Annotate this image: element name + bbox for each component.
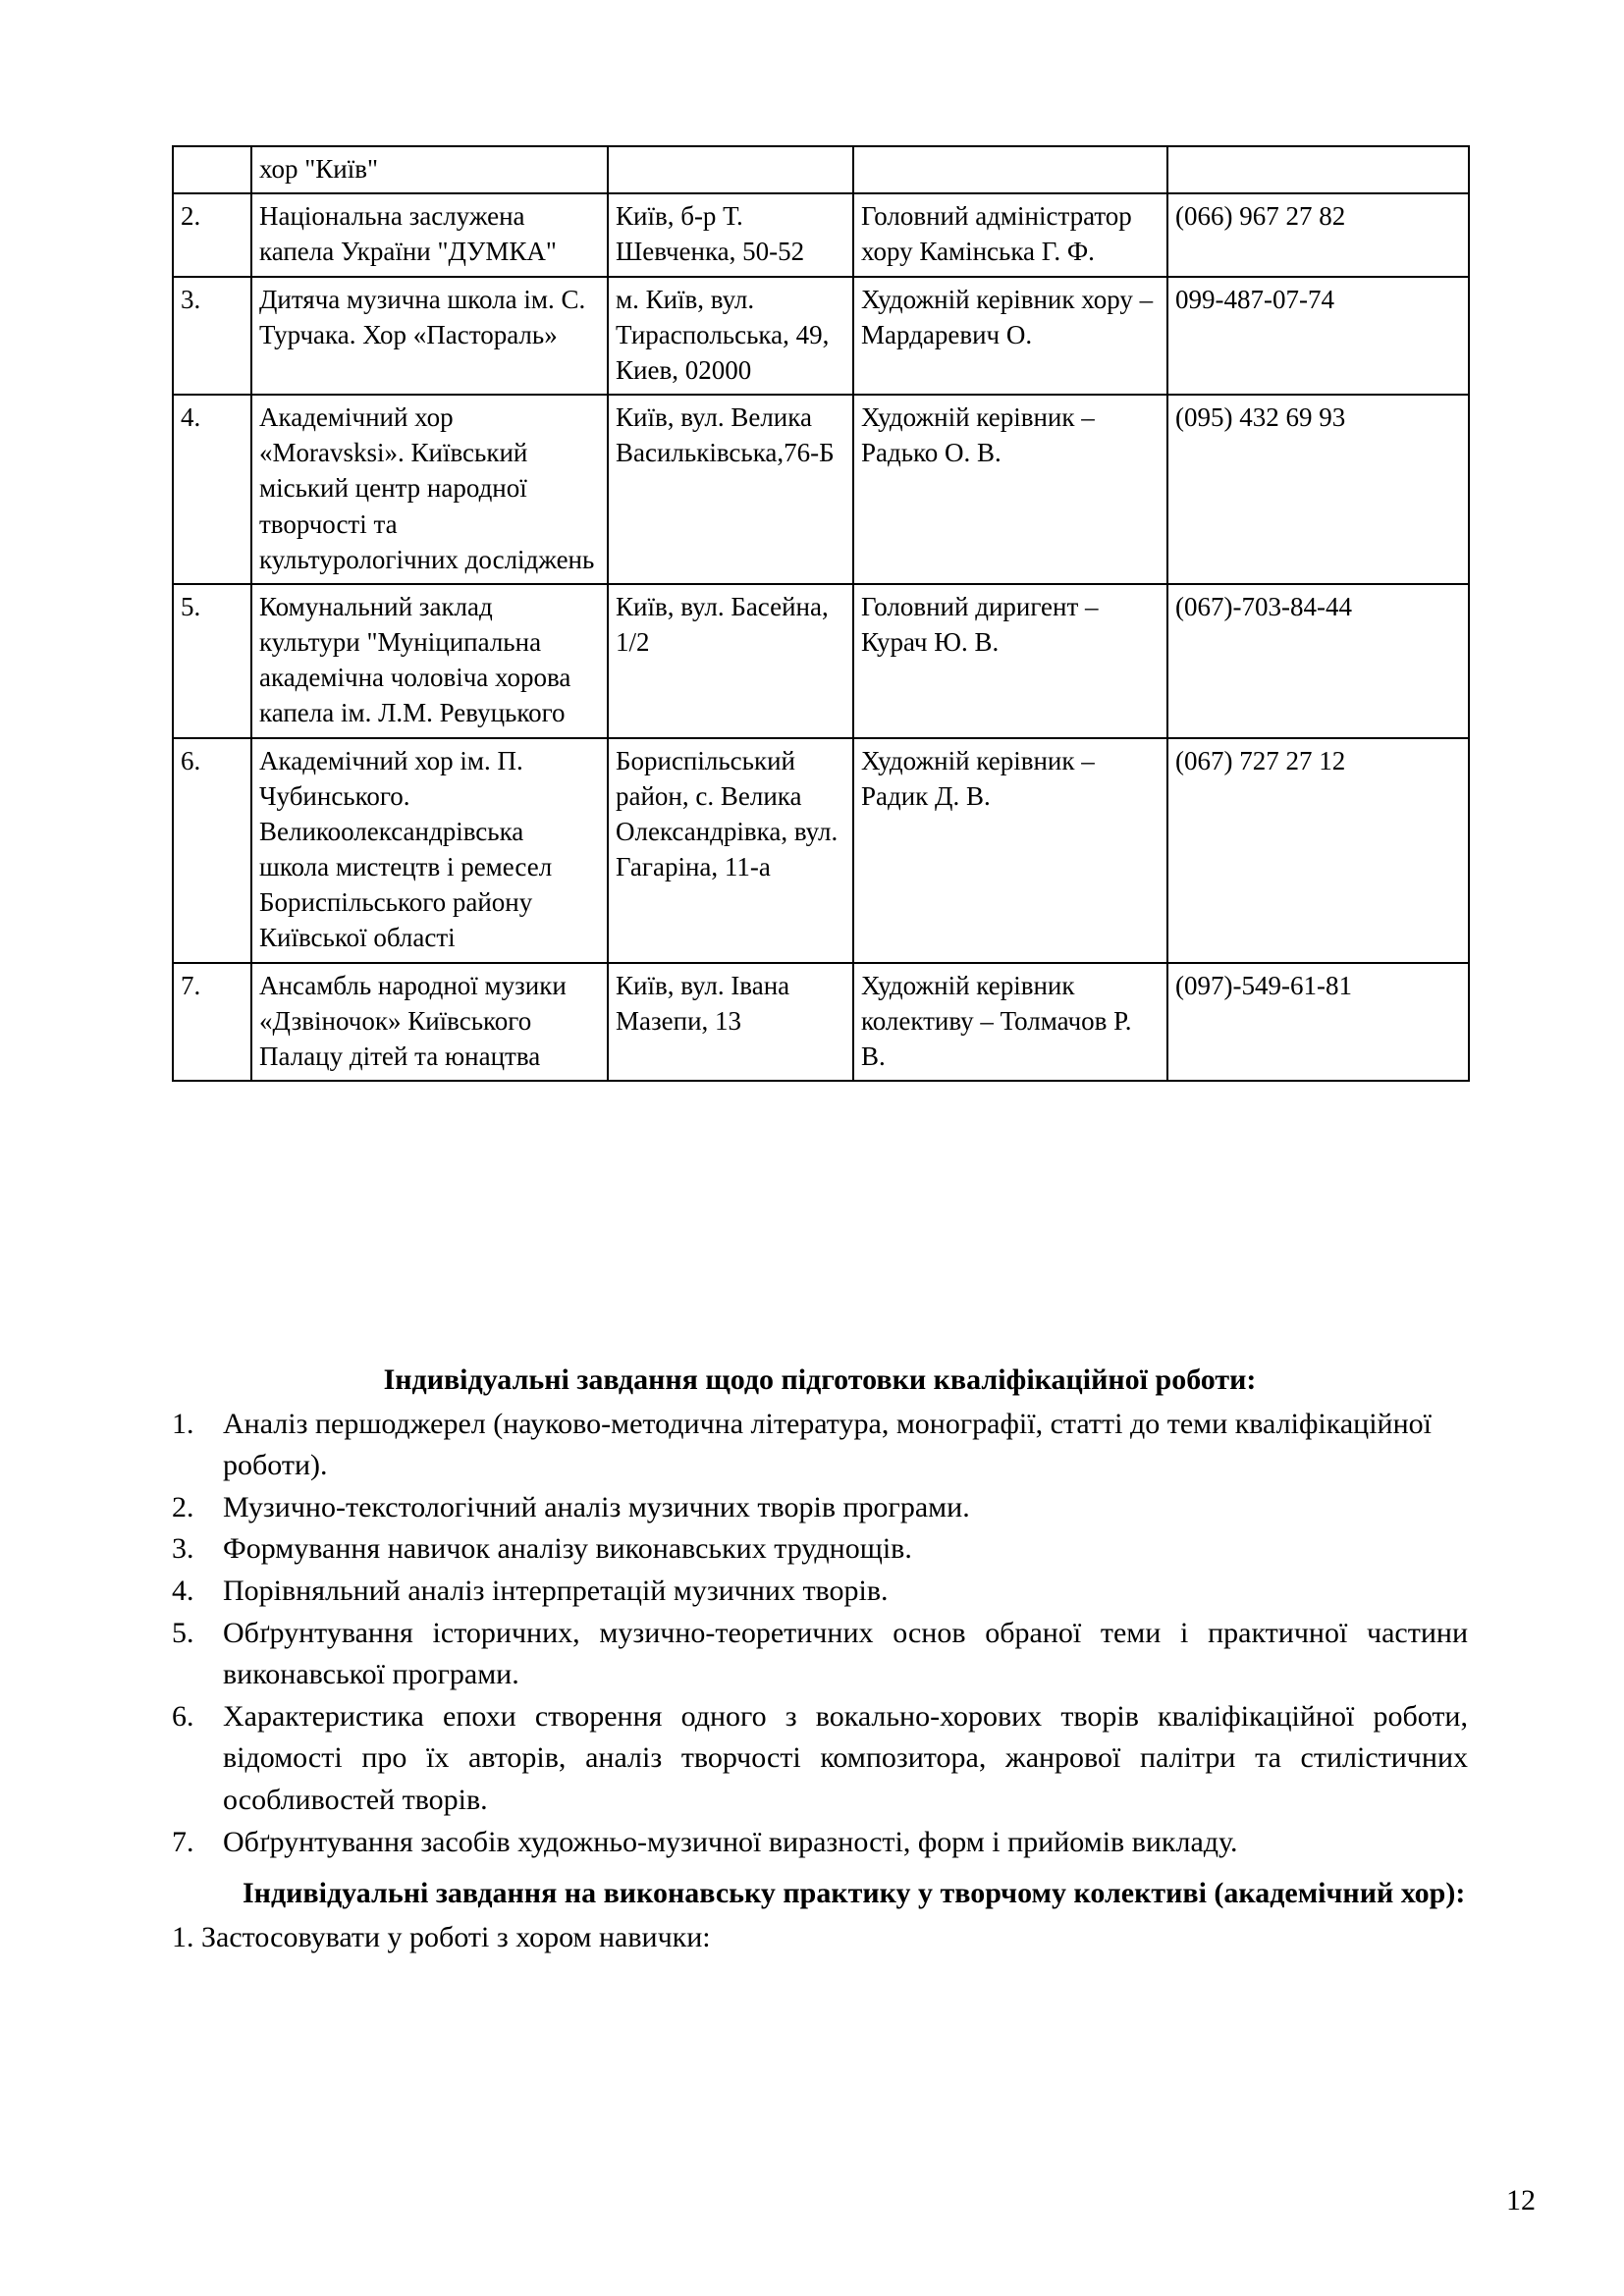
list-marker: 2. [172,1490,194,1523]
list-marker: 1. [172,1407,194,1440]
list-item-text: Обґрунтування історичних, музично-теоретичних основ обраної теми і практичної частини виконавської програми. [223,1616,1468,1691]
list-marker: 1. [172,1920,194,1953]
table-row [173,146,1469,193]
cell-leader: Художній керівник – Радик Д. В. [853,738,1167,963]
list-item-text: Музично-текстологічний аналіз музичних творів програми. [223,1490,970,1523]
cell-name: Ансамбль народної музики «Дзвіночок» Київського Палацу дітей та юнацтва [251,963,608,1082]
list-item-text: Застосовувати у роботі з хором навички: [201,1920,711,1953]
list-marker: 7. [172,1825,194,1858]
list-item-text: Аналіз першоджерел (науково-методична література, монографії, статті до теми кваліфікаційної роботи). [223,1407,1432,1482]
list-item [172,1696,1468,1822]
list-item [172,1487,1468,1529]
cell-phone [1167,146,1469,193]
section-two-heading-text: Індивідуальні завдання на виконавську практику у творчому колективі (академічний хор): [243,1877,1466,1910]
cell-number: 2. [173,193,251,276]
document-body [172,1360,1468,1988]
section-two-heading [172,1873,1468,1915]
cell-phone: 099-487-07-74 [1167,277,1469,396]
list-item-text: Порівняльний аналіз інтерпретацій музичних творів. [223,1574,889,1607]
cell-name: Академічний хор ім. П. Чубинського. Великоолександрівська школа мистецтв і ремесел Бориспільського району Київської області [251,738,608,963]
cell-leader: Головний диригент – Курач Ю. В. [853,584,1167,738]
cell-phone: (095) 432 69 93 [1167,395,1469,584]
cell-number [173,146,251,193]
table-row [173,584,1469,738]
list-item [172,1404,1468,1487]
cell-number: 6. [173,738,251,963]
table-row [173,277,1469,396]
cell-phone: (097)-549-61-81 [1167,963,1469,1082]
cell-phone: (066) 967 27 82 [1167,193,1469,276]
list-marker: 4. [172,1574,194,1607]
list-item [172,1613,1468,1696]
cell-address [608,146,853,193]
cell-phone: (067) 727 27 12 [1167,738,1469,963]
section-one-list [172,1404,1468,1864]
contacts-table-container [172,145,1468,1082]
list-item-text: Формування навичок аналізу виконавських труднощів. [223,1532,912,1566]
list-marker: 3. [172,1532,194,1566]
cell-phone: (067)-703-84-44 [1167,584,1469,738]
list-marker: 6. [172,1699,194,1733]
cell-address: Бориспільський район, с. Велика Олександрівка, вул. Гагаріна, 11-а [608,738,853,963]
cell-name: Академічний хор «Moravsksi». Київський міський центр народної творчості та культурологічних досліджень [251,395,608,584]
list-item [172,1822,1468,1864]
table-row [173,738,1469,963]
cell-leader: Художній керівник колективу – Толмачов Р. В. [853,963,1167,1082]
cell-name: хор "Київ" [251,146,608,193]
cell-name: Національна заслужена капела України "ДУМКА" [251,193,608,276]
table-row [173,395,1469,584]
section-two-item-1 [172,1917,1468,1959]
cell-leader: Художній керівник – Радько О. В. [853,395,1167,584]
cell-name: Комунальний заклад культури "Муніципальна академічна чоловіча хорова капела ім. Л.М. Ревуцького [251,584,608,738]
cell-address: Київ, вул. Івана Мазепи, 13 [608,963,853,1082]
table-row [173,963,1469,1082]
cell-name: Дитяча музична школа ім. С. Турчака. Хор «Пастораль» [251,277,608,396]
section-one-heading: Індивідуальні завдання щодо підготовки кваліфікаційної роботи: [383,1363,1257,1396]
cell-leader [853,146,1167,193]
list-item-text: Обґрунтування засобів художньо-музичної виразності, форм і прийомів викладу. [223,1825,1238,1858]
table-row [173,193,1469,276]
list-item [172,1571,1468,1613]
list-marker: 5. [172,1616,194,1649]
cell-leader: Художній керівник хору – Мардаревич О. [853,277,1167,396]
cell-address: Київ, вул. Басейна, 1/2 [608,584,853,738]
list-item-text: Характеристика епохи створення одного з вокально-хорових творів кваліфікаційної роботи, відомості про їх авторів, аналіз творчості композитора, жанрової палітри та стилістичних особливостей творів. [223,1699,1468,1816]
cell-leader: Головний адміністратор хору Камінська Г. Ф. [853,193,1167,276]
choir-contacts-table [172,145,1470,1082]
cell-number: 7. [173,963,251,1082]
cell-address: Київ, б-р Т. Шевченка, 50-52 [608,193,853,276]
page-number: 12 [1506,2184,1536,2216]
list-item [172,1528,1468,1571]
cell-number: 4. [173,395,251,584]
cell-number: 3. [173,277,251,396]
cell-number: 5. [173,584,251,738]
contacts-table-body [173,146,1469,1081]
cell-address: м. Київ, вул. Тираспольська, 49, Киев, 02000 [608,277,853,396]
cell-address: Київ, вул. Велика Васильківська,76-Б [608,395,853,584]
